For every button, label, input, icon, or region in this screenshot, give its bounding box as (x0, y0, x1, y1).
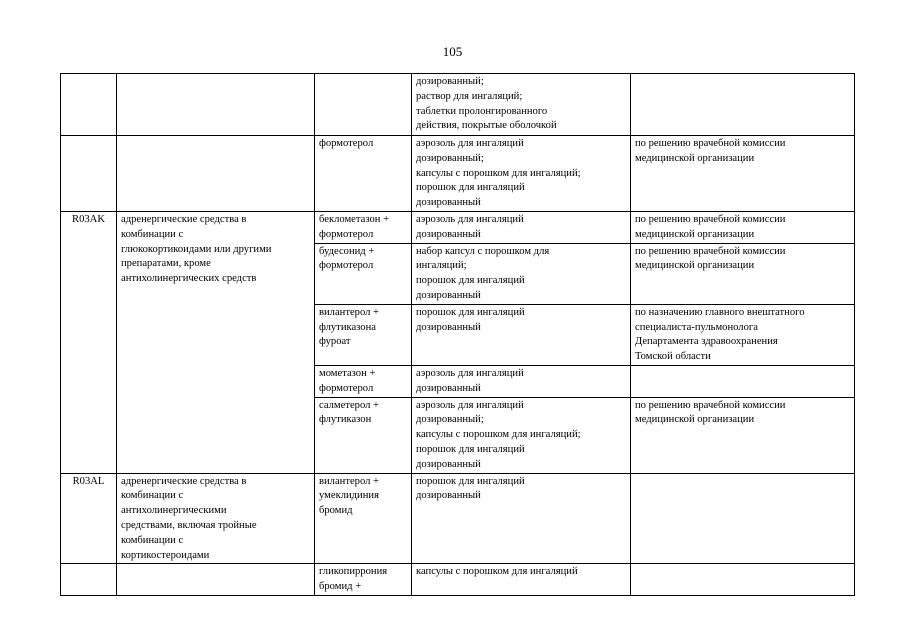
table-row (61, 473, 855, 564)
note-cell (631, 473, 855, 564)
dosage-form-cell: дозированный; раствор для ингаляций; таблетки пролонгированного действия, покрытые оболочкой (412, 74, 631, 136)
table-row (61, 211, 855, 243)
drug-cell: беклометазон + формотерол (315, 211, 412, 243)
drug-cell: будесонид + формотерол (315, 243, 412, 304)
drug-cell: мометазон + формотерол (315, 365, 412, 397)
dosage-form-cell: капсулы с порошком для ингаляций (412, 564, 631, 596)
drug-cell: формотерол (315, 136, 412, 212)
atc-code-cell (61, 136, 117, 212)
dosage-form-cell: набор капсул с порошком для ингаляций; порошок для ингаляций дозированный (412, 243, 631, 304)
drug-table (60, 73, 855, 596)
group-cell: адренергические средства в комбинации с глюкокортикоидами или другими препаратами, кроме антихолинергических средств (117, 211, 315, 473)
dosage-form-cell: аэрозоль для ингаляций дозированный; капсулы с порошком для ингаляций; порошок для ингаляций дозированный (412, 136, 631, 212)
group-cell (117, 74, 315, 136)
drug-cell: салметерол + флутиказон (315, 397, 412, 473)
dosage-form-cell: порошок для ингаляций дозированный (412, 304, 631, 365)
table-row (61, 564, 855, 596)
note-cell: по решению врачебной комиссии медицинской организации (631, 211, 855, 243)
group-cell (117, 136, 315, 212)
table-row (61, 74, 855, 136)
note-cell: по решению врачебной комиссии медицинской организации (631, 136, 855, 212)
note-cell: по назначению главного внештатного специалиста-пульмонолога Департамента здравоохранения Томской области (631, 304, 855, 365)
drug-cell: вилантерол + умеклидиния бромид (315, 473, 412, 564)
atc-code-cell: R03AL (61, 473, 117, 564)
dosage-form-cell: аэрозоль для ингаляций дозированный; капсулы с порошком для ингаляций; порошок для ингаляций дозированный (412, 397, 631, 473)
atc-code-cell (61, 74, 117, 136)
dosage-form-cell: аэрозоль для ингаляций дозированный (412, 211, 631, 243)
atc-code-cell (61, 564, 117, 596)
page-number: 105 (442, 44, 463, 59)
drug-cell (315, 74, 412, 136)
table-row (61, 136, 855, 212)
drug-cell: гликопиррония бромид + (315, 564, 412, 596)
note-cell (631, 365, 855, 397)
atc-code-cell: R03AK (61, 211, 117, 473)
dosage-form-cell: аэрозоль для ингаляций дозированный (412, 365, 631, 397)
note-cell: по решению врачебной комиссии медицинской организации (631, 243, 855, 304)
note-cell (631, 564, 855, 596)
group-cell: адренергические средства в комбинации с антихолинергическими средствами, включая тройные комбинации с кортикостероидами (117, 473, 315, 564)
dosage-form-cell: порошок для ингаляций дозированный (412, 473, 631, 564)
drug-cell: вилантерол + флутиказона фуроат (315, 304, 412, 365)
note-cell (631, 74, 855, 136)
note-cell: по решению врачебной комиссии медицинской организации (631, 397, 855, 473)
group-cell (117, 564, 315, 596)
